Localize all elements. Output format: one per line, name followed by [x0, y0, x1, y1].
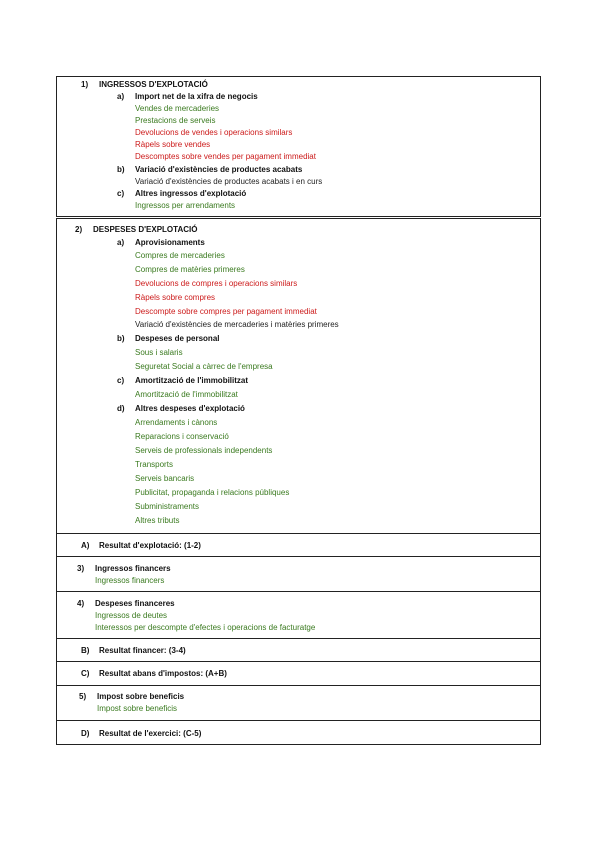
result-label: A)	[81, 541, 90, 550]
account-item: Ingressos financers	[95, 576, 165, 585]
account-item: Compres de mercaderies	[135, 251, 225, 260]
result-exercici	[56, 720, 541, 745]
account-item: Descomptes sobre vendes per pagament immediat	[135, 152, 316, 161]
section-title: INGRESSOS D'EXPLOTACIÓ	[99, 80, 208, 89]
section-title: Despeses financeres	[95, 599, 175, 608]
section-ingressos-explotacio	[56, 76, 541, 217]
subsection-title: Altres despeses d'explotació	[135, 404, 245, 413]
account-item: Variació d'existències de productes acabats i en curs	[135, 177, 323, 186]
account-item: Reparacions i conservació	[135, 432, 229, 441]
account-item: Descompte sobre compres per pagament immediat	[135, 307, 317, 316]
result-financer	[56, 638, 541, 662]
result-abans-impostos	[56, 661, 541, 686]
account-item: Seguretat Social a càrrec de l'empresa	[135, 362, 273, 371]
subsection-letter: d)	[117, 404, 125, 413]
account-item: Devolucions de vendes i operacions similars	[135, 128, 293, 137]
account-item: Altres tributs	[135, 516, 180, 525]
account-item: Publicitat, propaganda i relacions públiques	[135, 488, 290, 497]
section-despeses-explotacio	[56, 218, 541, 534]
account-item: Subministraments	[135, 502, 200, 511]
account-item: Ingressos per arrendaments	[135, 201, 236, 210]
section-number: 3)	[77, 564, 85, 573]
account-item: Serveis de professionals independents	[135, 446, 273, 455]
account-item: Variació d'existències de mercaderies i matèries primeres	[135, 320, 339, 329]
account-item: Devolucions de compres i operacions similars	[135, 279, 298, 288]
account-item: Impost sobre beneficis	[97, 704, 178, 713]
subsection-letter: c)	[117, 376, 125, 385]
section-impost-beneficis	[56, 685, 541, 721]
subsection-title: Altres ingressos d'explotació	[135, 189, 247, 198]
account-item: Compres de matèries primeres	[135, 265, 245, 274]
subsection-letter: b)	[117, 334, 125, 343]
subsection-letter: a)	[117, 238, 125, 247]
section-title: Impost sobre beneficis	[97, 692, 185, 701]
result-explotacio	[56, 533, 541, 557]
account-item: Arrendaments i cànons	[135, 418, 218, 427]
subsection-title: Despeses de personal	[135, 334, 220, 343]
subsection-title: Import net de la xifra de negocis	[135, 92, 258, 101]
result-label: D)	[81, 729, 90, 738]
subsection-letter: b)	[117, 165, 125, 174]
account-item: Ràpels sobre vendes	[135, 140, 211, 149]
result-title: Resultat de l'exercici: (C-5)	[99, 729, 202, 738]
section-title: DESPESES D'EXPLOTACIÓ	[93, 225, 198, 234]
account-item: Interessos per descompte d'efectes i operacions de facturatge	[95, 623, 316, 632]
subsection-letter: a)	[117, 92, 125, 101]
subsection-title: Variació d'existències de productes acabats	[135, 165, 303, 174]
account-item: Amortització de l'immobilitzat	[135, 390, 238, 399]
result-title: Resultat financer: (3-4)	[99, 646, 186, 655]
subsection-title: Amortització de l'immobilitzat	[135, 376, 249, 385]
result-title: Resultat abans d'impostos: (A+B)	[99, 669, 227, 678]
account-item: Ingressos de deutes	[95, 611, 168, 620]
section-number: 4)	[77, 599, 85, 608]
section-title: Ingressos financers	[95, 564, 171, 573]
account-item: Vendes de mercaderies	[135, 104, 220, 113]
section-number: 1)	[81, 80, 89, 89]
account-item: Ràpels sobre compres	[135, 293, 216, 302]
subsection-letter: c)	[117, 189, 125, 198]
section-number: 2)	[75, 225, 83, 234]
result-title: Resultat d'explotació: (1-2)	[99, 541, 201, 550]
subsection-title: Aprovisionaments	[135, 238, 205, 247]
result-label: C)	[81, 669, 90, 678]
section-despeses-financeres	[56, 591, 541, 639]
result-label: B)	[81, 646, 90, 655]
account-item: Transports	[135, 460, 173, 469]
account-item: Prestacions de serveis	[135, 116, 216, 125]
account-item: Sous i salaris	[135, 348, 183, 357]
account-item: Serveis bancaris	[135, 474, 195, 483]
section-number: 5)	[79, 692, 87, 701]
section-ingressos-financers	[56, 556, 541, 592]
